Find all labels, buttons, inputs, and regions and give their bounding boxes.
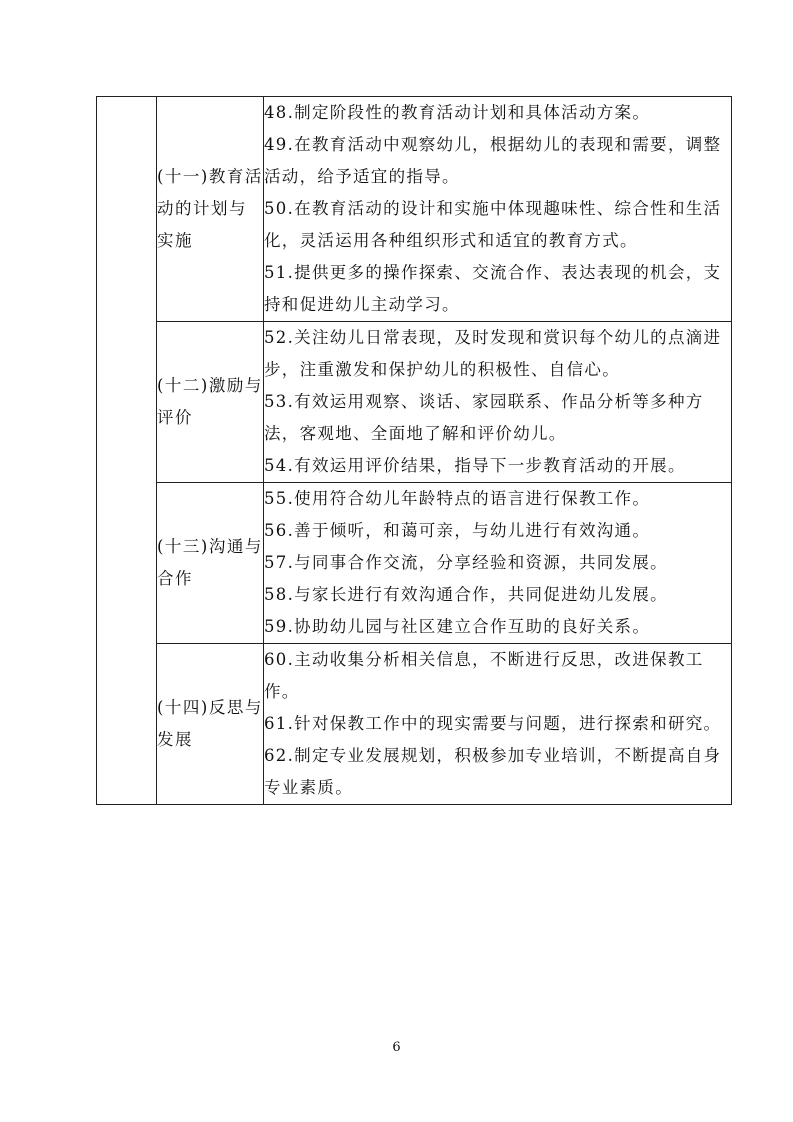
requirements-cell — [264, 644, 732, 805]
page-number: 6 — [392, 1040, 401, 1055]
subdomain-cell — [157, 644, 264, 805]
subdomain-label: (十三)沟通与合作 — [157, 537, 263, 588]
requirement-item: 55.使用符合幼儿年龄特点的语言进行保教工作。 — [264, 489, 651, 508]
standards-table — [96, 96, 732, 805]
requirement-item: 58.与家长进行有效沟通合作，共同促进幼儿发展。 — [264, 585, 668, 604]
subdomain-cell — [157, 97, 264, 322]
domain-cell — [97, 97, 157, 805]
requirement-item: 53.有效运用观察、谈话、家园联系、作品分析等多种方法，客观地、全面地了解和评价幼儿。 — [264, 392, 704, 443]
requirement-item: 62.制定专业发展规划，积极参加专业培训，不断提高自身专业素质。 — [264, 746, 722, 797]
requirement-item: 54.有效运用评价结果，指导下一步教育活动的开展。 — [264, 456, 686, 475]
requirement-item: 52.关注幼儿日常表现，及时发现和赏识每个幼儿的点滴进步，注重激发和保护幼儿的积极性、自信心。 — [264, 328, 722, 379]
subdomain-cell — [157, 322, 264, 483]
subdomain-label: (十四)反思与发展 — [157, 698, 263, 749]
requirements-cell — [264, 483, 732, 644]
subdomain-label: (十一)教育活动的计划与实施 — [157, 167, 263, 250]
requirement-item: 60.主动收集分析相关信息，不断进行反思，改进保教工作。 — [264, 650, 704, 701]
table-row — [97, 97, 732, 322]
requirement-item: 57.与同事合作交流，分享经验和资源，共同发展。 — [264, 553, 668, 572]
requirement-item: 48.制定阶段性的教育活动计划和具体活动方案。 — [264, 103, 651, 122]
requirement-item: 59.协助幼儿园与社区建立合作互助的良好关系。 — [264, 617, 651, 636]
requirement-item: 61.针对保教工作中的现实需要与问题，进行探索和研究。 — [264, 714, 722, 733]
subdomain-label: (十二)激励与评价 — [157, 376, 263, 427]
requirement-item: 51.提供更多的操作探索、交流合作、表达表现的机会，支持和促进幼儿主动学习。 — [264, 263, 722, 314]
requirements-cell — [264, 97, 732, 322]
subdomain-cell — [157, 483, 264, 644]
table-row — [97, 644, 732, 805]
requirement-item: 50.在教育活动的设计和实施中体现趣味性、综合性和生活化，灵活运用各种组织形式和适宜的教育方式。 — [264, 199, 722, 250]
requirement-item: 49.在教育活动中观察幼儿，根据幼儿的表现和需要，调整活动，给予适宜的指导。 — [264, 135, 722, 186]
table-row — [97, 483, 732, 644]
table-row — [97, 322, 732, 483]
requirement-item: 56.善于倾听，和蔼可亲，与幼儿进行有效沟通。 — [264, 521, 651, 540]
requirements-cell — [264, 322, 732, 483]
